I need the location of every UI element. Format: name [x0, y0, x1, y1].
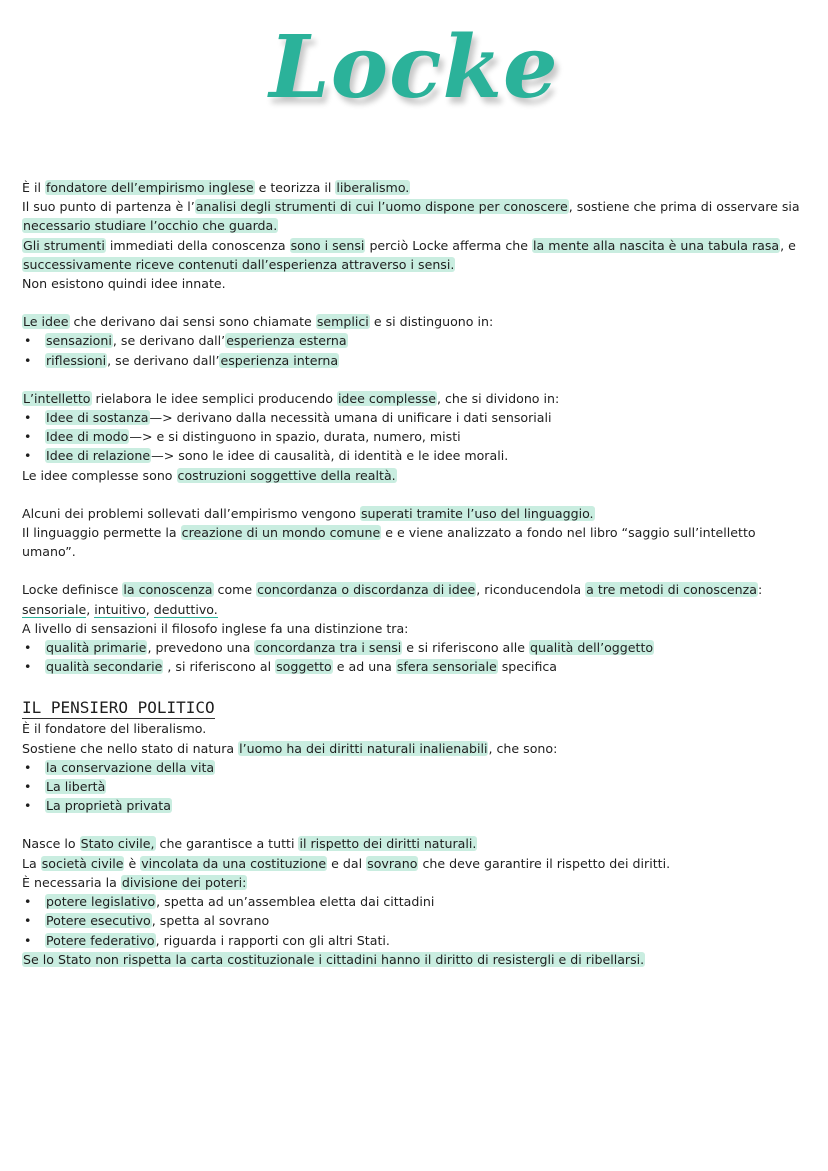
highlight: semplici [316, 314, 369, 330]
politics-line-5: È necessaria la divisione dei poteri: [22, 874, 247, 890]
politics-line-6 [22, 950, 812, 969]
complex-ideas-intro: L’intelletto rielabora le idee semplici producendo idee complesse, che si dividono in: [23, 390, 560, 406]
highlight: necessario studiare l’occhio che guarda. [23, 218, 278, 234]
list-item [22, 758, 812, 777]
list-item [22, 796, 812, 815]
highlight: l’uomo ha dei diritti naturali inalienabili [239, 740, 488, 756]
document-body [22, 178, 812, 969]
highlight: analisi degli strumenti di cui l’uomo dispone per conoscere [195, 199, 568, 215]
highlight: La libertà [46, 779, 106, 795]
highlight: potere legislativo [46, 894, 156, 910]
highlight: qualità secondarie [46, 659, 163, 675]
highlight: vincolata da una costituzione [141, 855, 327, 871]
highlight: riflessioni [46, 352, 107, 368]
simple-ideas-list [22, 331, 812, 369]
highlight: superati tramite l’uso del linguaggio. [361, 505, 594, 521]
list-item: • qualità primarie, prevedono una concordanza tra i sensi e si riferiscono alle qualità dell’oggetto [22, 638, 812, 657]
powers-list [22, 892, 812, 950]
list-item: • Potere esecutivo, spetta al sovrano [22, 911, 812, 930]
language-line-1: Alcuni dei problemi sollevati dall’empirismo vengono superati tramite l’uso del linguaggio. [22, 505, 594, 521]
highlight: la conservazione della vita [46, 759, 215, 775]
knowledge-line-1: Locke definisce la conoscenza come concordanza o discordanza di idee, riconducendola a tre metodi di conoscenza: sensoriale, intuitivo, deduttivo. [22, 582, 763, 617]
list-item: • riflessioni, se derivano dall’esperienza interna [22, 351, 812, 370]
highlight: Stato civile, [80, 836, 155, 852]
list-item: • Idee di relazione—> sono le idee di causalità, di identità e le idee morali. [22, 446, 812, 465]
politics-line-1: È il fondatore del liberalismo. [22, 721, 207, 737]
highlight: la conoscenza [123, 582, 213, 598]
knowledge-line-2: A livello di sensazioni il filosofo inglese fa una distinzione tra: [22, 620, 409, 636]
highlight: Gli strumenti [23, 237, 105, 253]
highlight: liberalismo. [336, 180, 410, 195]
intro-line-1: È il fondatore dell’empirismo inglese e teorizza il liberalismo. [22, 180, 410, 195]
highlight: il rispetto dei diritti naturali. [299, 836, 477, 852]
politics-line-2: Sostiene che nello stato di natura l’uomo ha dei diritti naturali inalienabili, che sono: [22, 740, 558, 756]
intro-line-2: Il suo punto di partenza è l’analisi degli strumenti di cui l’uomo dispone per conoscere, sostiene che prima di osservare sia necessario studiare l’occhio che guarda. [22, 199, 800, 234]
highlight: qualità primarie [46, 640, 147, 656]
highlight: fondatore dell’empirismo inglese [45, 180, 254, 195]
highlight: L’intelletto [23, 390, 91, 406]
language-line-2: Il linguaggio permette la creazione di un mondo comune e e viene analizzato a fondo nel libro “saggio sull’intelletto umano”. [22, 525, 756, 560]
highlight: Se lo Stato non rispetta la carta costituzionale i cittadini hanno il diritto di resistergli e di ribellarsi. [23, 951, 645, 967]
highlight: sovrano [367, 855, 418, 871]
highlight: qualità dell’oggetto [530, 640, 654, 656]
list-item: • sensazioni, se derivano dall’esperienza esterna [22, 331, 812, 350]
highlight: sensazioni [46, 333, 112, 349]
highlight: concordanza o discordanza di idee [257, 582, 476, 598]
highlight: esperienza interna [220, 352, 339, 368]
list-item: • Idee di modo—> e si distinguono in spazio, durata, numero, misti [22, 427, 812, 446]
list-item: • Idee di sostanza—> derivano dalla necessità umana di unificare i dati sensoriali [22, 408, 812, 427]
highlight: Idee di modo [46, 429, 129, 445]
intro-line-4: Non esistono quindi idee innate. [22, 276, 226, 292]
highlight: Potere federativo [46, 932, 155, 948]
qualities-list [22, 638, 812, 676]
intro-line-3: Gli strumenti immediati della conoscenza sono i sensi perciò Locke afferma che la mente alla nascita è una tabula rasa, e successivamente riceve contenuti dall’esperienza attraverso i sensi. [23, 237, 796, 272]
list-item: • Potere federativo, riguarda i rapporti con gli altri Stati. [22, 931, 812, 950]
section-heading: IL PENSIERO POLITICO [22, 698, 215, 718]
simple-ideas-intro: Le idee che derivano dai sensi sono chiamate semplici e si distinguono in: [23, 314, 494, 330]
highlight: sono i sensi [290, 237, 365, 253]
complex-ideas-summary: Le idee complesse sono costruzioni soggettive della realtà. [22, 467, 396, 483]
highlight: La proprietà privata [46, 798, 171, 814]
page-title: Locke [269, 17, 559, 118]
underline: deduttivo. [153, 601, 218, 617]
highlight: concordanza tra i sensi [255, 640, 402, 656]
list-item: • potere legislativo, spetta ad un’assemblea eletta dai cittadini [22, 892, 812, 911]
rights-list [22, 758, 812, 816]
highlight: la mente alla nascita è una tabula rasa [532, 237, 780, 253]
highlight: società civile [41, 855, 124, 871]
highlight: idee complesse [337, 390, 436, 406]
highlight: sfera sensoriale [396, 659, 497, 675]
highlight: Le idee [23, 314, 69, 330]
politics-line-4: La società civile è vincolata da una costituzione e dal sovrano che deve garantire il rispetto dei diritti. [22, 855, 671, 871]
list-item [22, 777, 812, 796]
highlight: Idee di relazione [46, 448, 151, 464]
underline: sensoriale [22, 601, 87, 617]
highlight: creazione di un mondo comune [181, 525, 381, 541]
list-item: • qualità secondarie , si riferiscono al soggetto e ad una sfera sensoriale specifica [22, 657, 812, 676]
highlight: Potere esecutivo [46, 913, 151, 929]
highlight: esperienza esterna [226, 333, 347, 349]
highlight: soggetto [276, 659, 332, 675]
highlight: a tre metodi di conoscenza [586, 582, 757, 598]
highlight: divisione dei poteri: [121, 874, 247, 890]
highlight: costruzioni soggettive della realtà. [177, 467, 396, 483]
complex-ideas-list [22, 408, 812, 466]
politics-line-3: Nasce lo Stato civile, che garantisce a tutti il rispetto dei diritti naturali. [22, 836, 477, 852]
underline: intuitivo [94, 601, 146, 617]
highlight: Idee di sostanza [46, 410, 149, 426]
highlight: successivamente riceve contenuti dall’esperienza attraverso i sensi. [23, 256, 455, 272]
